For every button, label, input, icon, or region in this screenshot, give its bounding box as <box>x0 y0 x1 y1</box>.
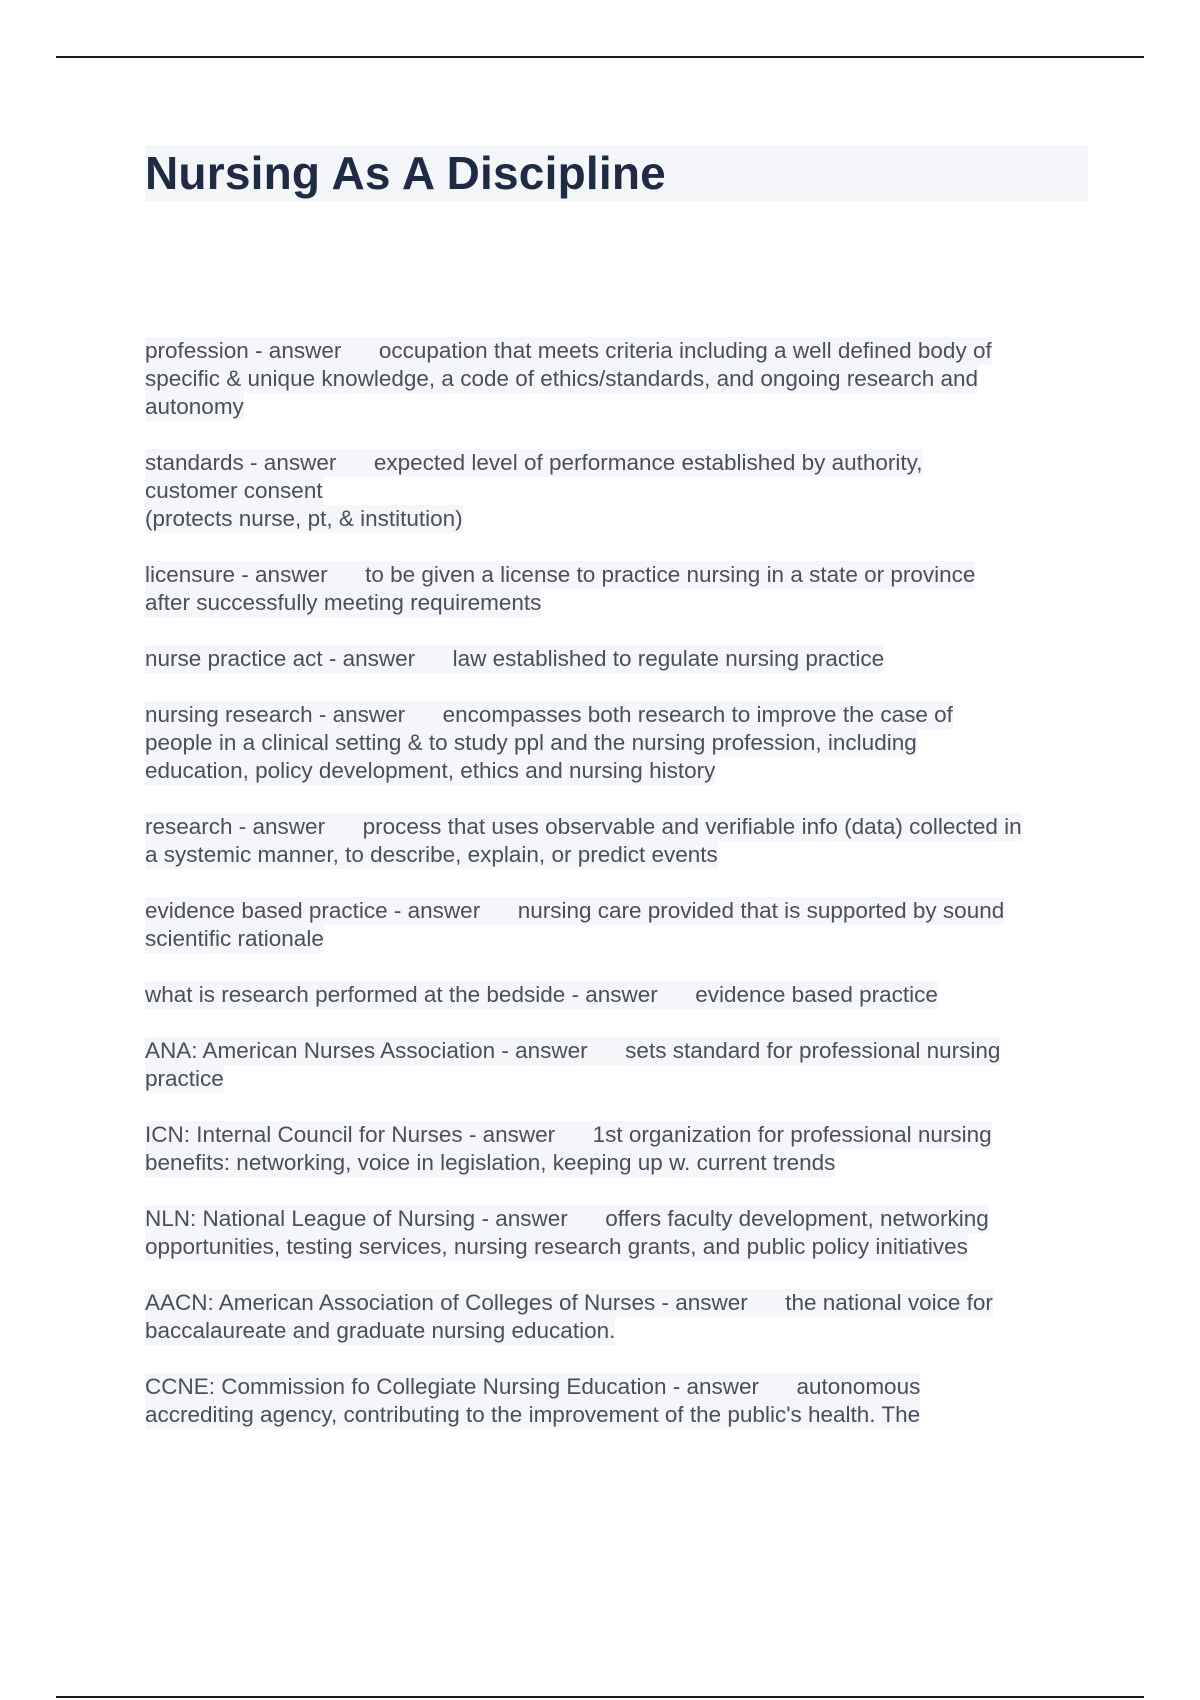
qa-line: profession - answer occupation that meets criteria including a well defined body of <box>145 338 992 363</box>
qa-item <box>145 449 1095 533</box>
qa-item <box>145 701 1095 785</box>
qa-line: licensure - answer to be given a license to practice nursing in a state or province <box>145 562 976 587</box>
qa-item <box>145 561 1095 617</box>
qa-item <box>145 337 1095 421</box>
qa-line: people in a clinical setting & to study ppl and the nursing profession, including <box>145 730 917 755</box>
qa-line: what is research performed at the bedside - answer evidence based practice <box>145 982 938 1007</box>
qa-line: research - answer process that uses observable and verifiable info (data) collected in <box>145 814 1022 839</box>
title-banner <box>145 145 1088 201</box>
qa-line: nursing research - answer encompasses both research to improve the case of <box>145 702 953 727</box>
qa-line: baccalaureate and graduate nursing education. <box>145 1318 616 1343</box>
qa-line: AACN: American Association of Colleges of Nurses - answer the national voice for <box>145 1290 993 1315</box>
qa-item <box>145 981 1095 1009</box>
qa-line: opportunities, testing services, nursing research grants, and public policy initiatives <box>145 1234 968 1259</box>
qa-item <box>145 1205 1095 1261</box>
qa-item <box>145 1373 1095 1429</box>
qa-item <box>145 1121 1095 1177</box>
qa-line: NLN: National League of Nursing - answer offers faculty development, networking <box>145 1206 989 1231</box>
qa-line: autonomy <box>145 394 244 419</box>
qa-line: specific & unique knowledge, a code of ethics/standards, and ongoing research and <box>145 366 979 391</box>
qa-line: accrediting agency, contributing to the improvement of the public's health. The <box>145 1402 921 1427</box>
qa-line: customer consent <box>145 478 323 503</box>
qa-line: (protects nurse, pt, & institution) <box>145 506 463 531</box>
qa-line: scientific rationale <box>145 926 324 951</box>
qa-line: nurse practice act - answer law established to regulate nursing practice <box>145 646 885 671</box>
qa-item <box>145 813 1095 869</box>
qa-line: evidence based practice - answer nursing care provided that is supported by sound <box>145 898 1005 923</box>
bottom-rule <box>56 1696 1144 1698</box>
qa-item <box>145 1037 1095 1093</box>
qa-item <box>145 1289 1095 1345</box>
qa-line: a systemic manner, to describe, explain, or predict events <box>145 842 718 867</box>
qa-line: standards - answer expected level of performance established by authority, <box>145 450 923 475</box>
qa-item <box>145 645 1095 673</box>
qa-line: CCNE: Commission fo Collegiate Nursing Education - answer autonomous <box>145 1374 921 1399</box>
qa-line: ANA: American Nurses Association - answer sets standard for professional nursing <box>145 1038 1001 1063</box>
qa-line: practice <box>145 1066 224 1091</box>
qa-line: education, policy development, ethics and nursing history <box>145 758 716 783</box>
qa-line: ICN: Internal Council for Nurses - answer 1st organization for professional nursing <box>145 1122 992 1147</box>
qa-item <box>145 897 1095 953</box>
page-title: Nursing As A Discipline <box>145 147 666 199</box>
top-rule <box>56 56 1144 58</box>
qa-line: after successfully meeting requirements <box>145 590 542 615</box>
qa-line: benefits: networking, voice in legislation, keeping up w. current trends <box>145 1150 836 1175</box>
qa-list <box>145 337 1095 1457</box>
